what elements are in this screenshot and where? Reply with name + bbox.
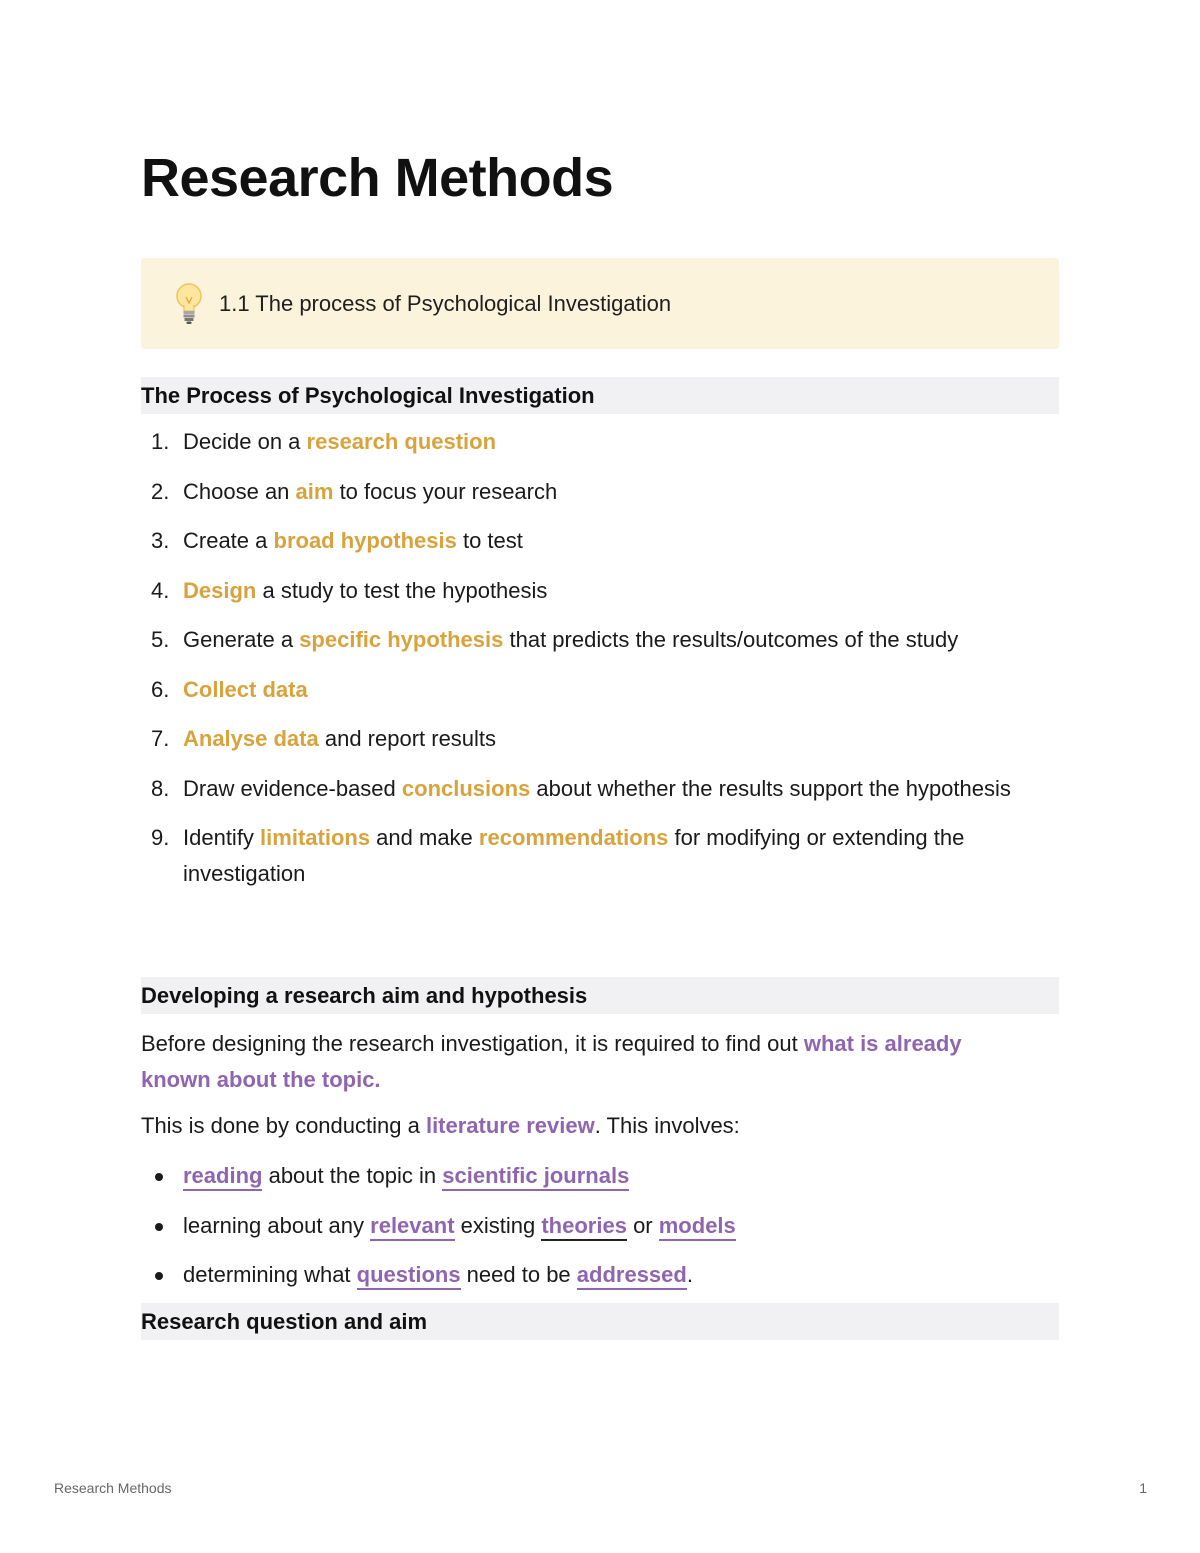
text-run: Draw evidence-based <box>183 775 402 801</box>
page-title: Research Methods <box>141 148 614 208</box>
text-run: that predicts the results/outcomes of the study <box>503 627 959 652</box>
highlighted-term: recommendations <box>478 825 669 850</box>
text-run: Before designing the research investigation, it is required to find out <box>141 1031 804 1056</box>
text-run: to test <box>456 528 523 553</box>
footer-doc-title: Research Methods <box>54 1480 172 1496</box>
bullet-dot-icon <box>155 1223 163 1231</box>
highlighted-term: models <box>659 1213 736 1241</box>
text-run: or <box>626 1212 659 1238</box>
process-step <box>141 474 1041 510</box>
highlighted-term: questions <box>357 1262 461 1290</box>
highlighted-term: Design <box>183 577 257 603</box>
text-run: Identify <box>183 825 261 850</box>
step-number: 4. <box>151 577 170 603</box>
highlighted-term: relevant <box>370 1213 454 1241</box>
highlighted-term: limitations <box>260 825 371 850</box>
text-run: for modifying or extending the investigation <box>183 825 965 886</box>
section-header-aim: Developing a research aim and hypothesis <box>141 977 1059 1014</box>
highlighted-term: conclusions <box>401 775 531 801</box>
callout-box <box>141 258 1059 349</box>
step-number: 7. <box>151 726 170 751</box>
callout-text: 1.1 The process of Psychological Investigation <box>219 290 672 316</box>
highlighted-term: specific hypothesis <box>299 627 504 652</box>
text-run: determining what <box>183 1262 357 1287</box>
text-run: and make <box>370 825 479 850</box>
text-run: learning about any <box>183 1212 371 1238</box>
list-item <box>141 1208 1041 1244</box>
text-run: This is done by conducting a <box>141 1113 426 1138</box>
text-run: existing <box>454 1212 542 1238</box>
text-run: Decide on a <box>183 429 307 454</box>
highlighted-term: theories <box>541 1213 627 1241</box>
process-step <box>141 672 1041 708</box>
text-run: Generate a <box>183 627 300 652</box>
process-step <box>141 721 1041 757</box>
footer-page-number: 1 <box>1139 1480 1147 1496</box>
process-step <box>141 573 1041 609</box>
text-run: and report results <box>318 726 497 751</box>
highlighted-term: broad hypothesis <box>273 528 457 553</box>
process-step <box>141 820 1041 892</box>
process-step <box>141 622 1041 658</box>
section-header-question: Research question and aim <box>141 1303 1059 1340</box>
highlighted-term: Collect data <box>183 676 308 702</box>
process-steps-list <box>141 424 1041 906</box>
list-item <box>141 1257 1041 1293</box>
process-step <box>141 424 1041 460</box>
highlighted-term: literature review <box>425 1113 595 1138</box>
bullet-dot-icon <box>155 1173 163 1181</box>
highlighted-term: scientific journals <box>442 1163 629 1191</box>
paragraph-literature-review <box>141 1108 1031 1144</box>
paragraph-known-topic <box>141 1026 1031 1098</box>
step-number: 3. <box>151 528 170 553</box>
text-run: about the topic in <box>262 1163 443 1188</box>
step-number: 2. <box>151 478 170 504</box>
step-number: 5. <box>151 627 170 652</box>
step-number: 6. <box>151 676 170 702</box>
text-run: a study to test the hypothesis <box>256 577 548 603</box>
text-run: . This involves: <box>594 1113 740 1138</box>
text-run: about whether the results support the hypothesis <box>530 775 1011 801</box>
highlighted-term: addressed <box>577 1262 687 1290</box>
step-number: 9. <box>151 825 170 850</box>
highlighted-term: reading <box>183 1163 262 1191</box>
text-run: need to be <box>460 1262 577 1287</box>
highlighted-term: Analyse data <box>183 726 319 751</box>
lightbulb-icon <box>175 283 203 325</box>
literature-review-list <box>141 1158 1041 1307</box>
step-number: 8. <box>151 775 170 801</box>
text-run: . <box>686 1262 693 1287</box>
section-header-process: The Process of Psychological Investigation <box>141 377 1059 414</box>
process-step <box>141 771 1041 807</box>
step-number: 1. <box>151 429 170 454</box>
highlighted-term: what is already known about the topic. <box>141 1031 962 1092</box>
list-item <box>141 1158 1041 1194</box>
highlighted-term: research question <box>306 429 497 454</box>
bullet-dot-icon <box>155 1272 163 1280</box>
text-run: Choose an <box>183 478 296 504</box>
text-run: to focus your research <box>333 478 558 504</box>
process-step <box>141 523 1041 559</box>
highlighted-term: aim <box>295 478 334 504</box>
text-run: Create a <box>183 528 274 553</box>
